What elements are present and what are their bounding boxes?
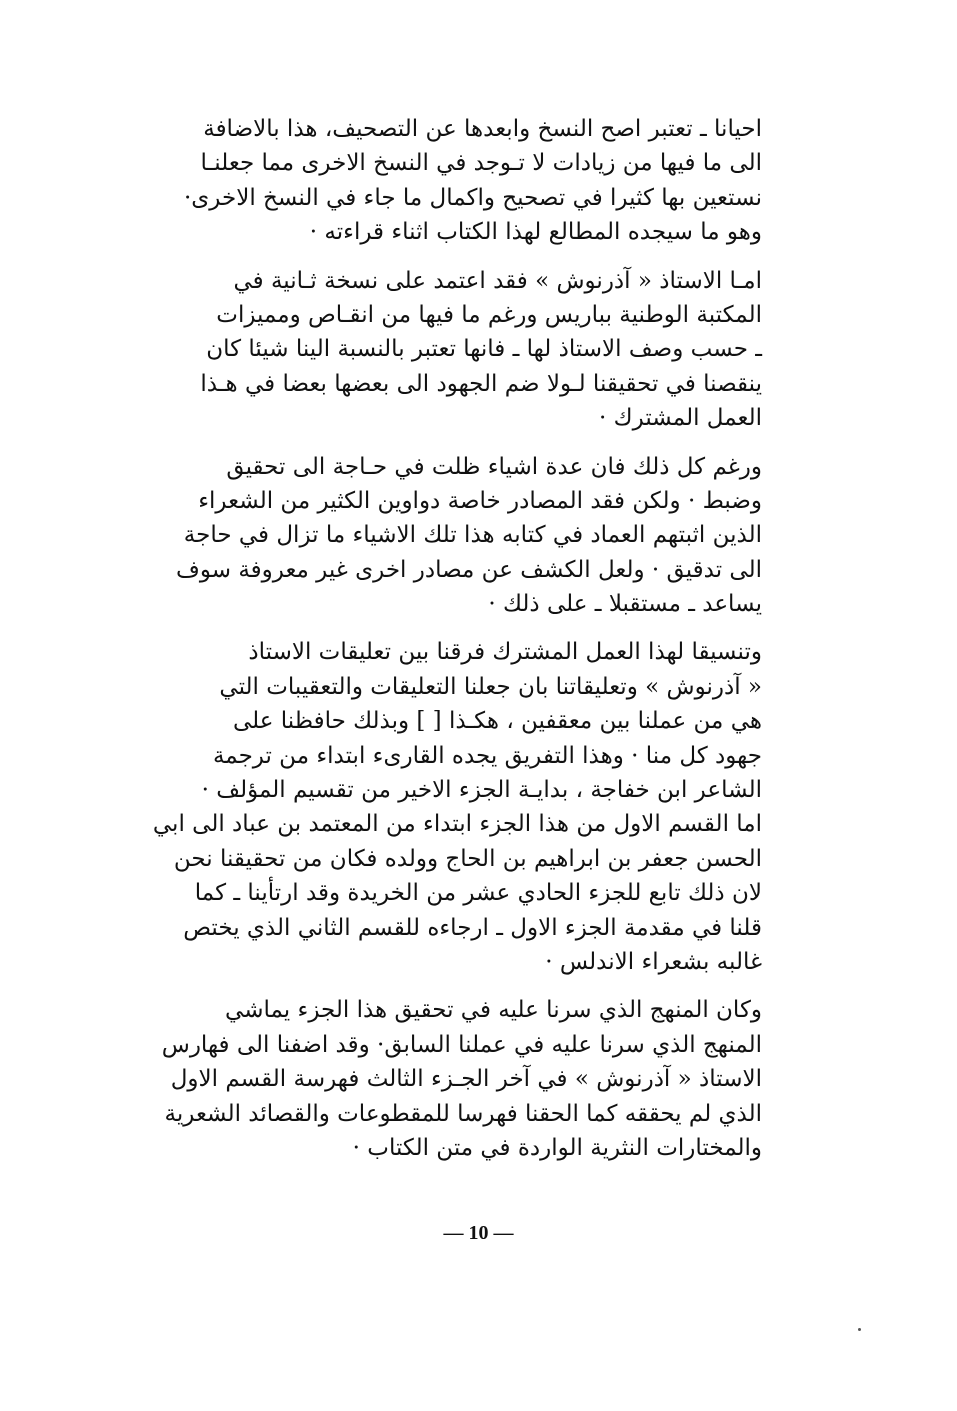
paragraph <box>96 112 762 250</box>
text-line: الشاعر ابن خفاجة ، بدايـة الجزء الاخير من تقسيم المؤلف · <box>201 777 762 804</box>
text-line: ـ حسب وصف الاستاذ لها ـ فانها تعتبر بالنسبة الينا شيئا كان <box>206 336 762 363</box>
text-line: المنهج الذي سرنا عليه في عملنا السابق· وقد اضفنا الى فهارس <box>161 1031 762 1058</box>
text-line: الذين اثبتهم العماد في كتابه هذا تلك الاشياء ما تزال في حاجة <box>183 522 762 549</box>
body-text <box>96 112 762 1165</box>
text-line: اما القسم الاول من هذا الجزء ابتداء من المعتمد بن عباد الى ابي <box>152 811 762 838</box>
paragraph-gap <box>96 979 762 993</box>
text-line: الاستاذ « آذرنوش » في آخر الجـزء الثالث فهرسة القسم الاول <box>170 1066 762 1093</box>
text-line: امـا الاستاذ « آذرنوش » فقد اعتمد على نسخة ثـانية في <box>233 267 762 294</box>
text-line: جهود كل منا · وهذا التفريق يجده القارىء ابتداء من ترجمة <box>212 742 762 769</box>
text-line: وهو ما سيجده المطالع لهذا الكتاب اثناء قراءته · <box>309 219 762 246</box>
text-line: ورغم كل ذلك فان عدة اشياء ظلت في حـاجة الى تحقيق <box>226 453 762 480</box>
text-line: وضبط · ولكن فقد المصادر خاصة دواوين الكثير من الشعراء <box>198 487 762 514</box>
text-line: يساعد ـ مستقبلا ـ على ذلك · <box>488 591 762 618</box>
paragraph <box>96 993 762 1165</box>
text-line: الحسن جعفر بن ابراهيم بن الحاج وولده فكان من تحقيقنا نحن <box>173 845 762 872</box>
text-line: المكتبة الوطنية بباريس ورغم ما فيها من انقـاص ومميزات <box>216 301 762 328</box>
paragraph-gap <box>96 621 762 635</box>
text-line: وتنسيقا لهذا العمل المشترك فرقنا بين تعليقات الاستاذ <box>248 639 762 666</box>
text-line: الى تدقيق · ولعل الكشف عن مصادر اخرى غير معروفة سوف <box>176 556 762 583</box>
text-line: والمختارات النثرية الواردة في متن الكتاب · <box>352 1134 762 1161</box>
text-line: الى ما فيها من زيادات لا تـوجد في النسخ الاخرى مما جعلنـا <box>200 150 762 177</box>
text-line: العمل المشترك · <box>599 405 762 432</box>
text-line: هي من عملنا بين معقفين ، هكـذا [ ] وبذلك حافظنا على <box>232 708 762 735</box>
text-line: غالبه بشعراء الاندلس · <box>545 948 762 975</box>
text-line: لان ذلك تابع للجزء الحادي عشر من الخريدة وقد ارتأينا ـ كما <box>194 880 762 907</box>
text-line: « آذرنوش » وتعليقاتنا بان جعلنا التعليقات والتعقيبات التي <box>219 673 762 700</box>
paragraph-gap <box>96 436 762 450</box>
paragraph <box>96 450 762 622</box>
text-line: قلنا في مقدمة الجزء الاول ـ ارجاءه للقسم الثاني الذي يختص <box>183 914 762 941</box>
text-line: احيانا ـ تعتبر اصح النسخ وابعدها عن التصحيف، هذا بالاضافة <box>203 116 762 142</box>
paragraph <box>96 264 762 436</box>
text-line: وكان المنهج الذي سرنا عليه في تحقيق هذا الجزء يماشي <box>225 997 762 1024</box>
page-number: — 10 — <box>443 1222 514 1244</box>
scan-speck <box>858 1328 861 1331</box>
paragraph <box>96 635 762 979</box>
text-line: ينقصنا في تحقيقنا لـولا ضم الجهود الى بعضها بعضا في هـذا <box>200 370 762 397</box>
text-line: نستعين بها كثيرا في تصحيح واكمال ما جاء في النسخ الاخرى· <box>183 184 762 211</box>
paragraph-gap <box>96 250 762 264</box>
text-line: الذي لم يحققه كما الحقنا فهرسا للمقطوعات والقصائد الشعرية <box>164 1100 762 1127</box>
